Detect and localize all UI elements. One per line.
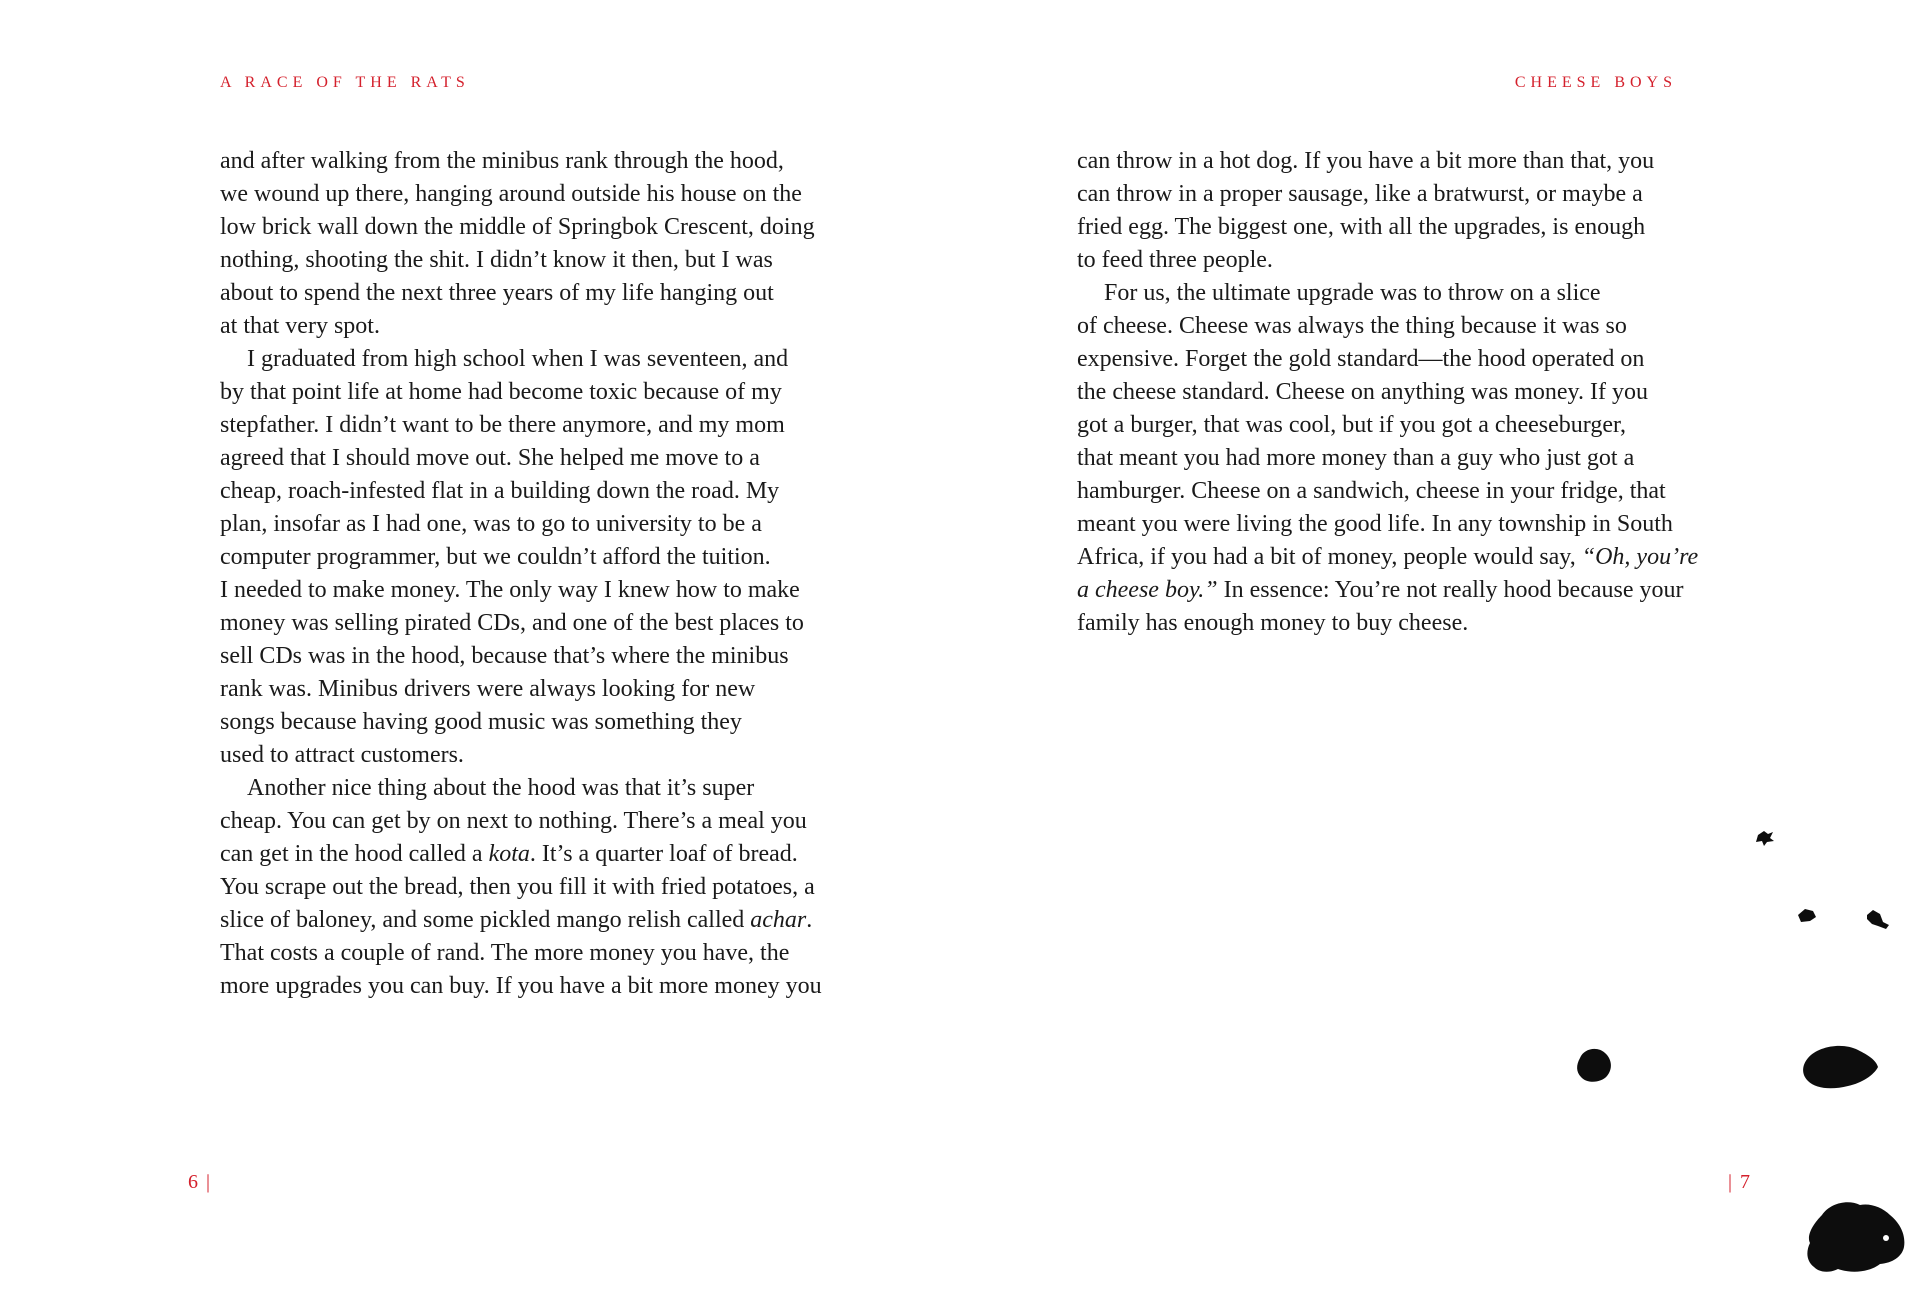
text-line (220, 574, 860, 607)
body-text: cheap, roach-infested flat in a building down the road. My (220, 478, 780, 504)
body-text: rank was. Minibus drivers were always looking for new (220, 676, 756, 702)
body-text: You scrape out the bread, then you fill it with fried potatoes, a (220, 874, 815, 900)
body-text: we wound up there, hanging around outside his house on the (220, 181, 802, 207)
text-line (1077, 508, 1722, 541)
body-text: used to attract customers. (220, 742, 464, 768)
body-text: family has enough money to buy cheese. (1077, 610, 1469, 636)
text-line (220, 409, 860, 442)
body-text: that meant you had more money than a guy who just got a (1077, 445, 1635, 471)
right-page (960, 0, 1920, 1305)
body-text: fried egg. The biggest one, with all the upgrades, is enough (1077, 214, 1646, 240)
body-text: computer programmer, but we couldn’t afford the tuition. (220, 544, 771, 570)
folio-separator: | (1728, 1171, 1733, 1193)
text-line (1077, 178, 1722, 211)
text-line (220, 772, 860, 805)
body-text: songs because having good music was something they (220, 709, 742, 735)
body-text: meant you were living the good life. In any township in South (1077, 511, 1673, 537)
text-line (220, 475, 860, 508)
body-text: the cheese standard. Cheese on anything was money. If you (1077, 379, 1648, 405)
body-text: stepfather. I didn’t want to be there anymore, and my mom (220, 412, 785, 438)
text-line (220, 706, 860, 739)
text-line (1077, 145, 1722, 178)
text-line (220, 673, 860, 706)
running-head-right: CHEESE BOYS (1514, 74, 1677, 91)
text-line (220, 970, 860, 1003)
text-line (220, 343, 860, 376)
text-line (1077, 277, 1722, 310)
page-number-right: 7 (1740, 1171, 1751, 1193)
text-line (220, 838, 860, 871)
body-text: low brick wall down the middle of Springbok Crescent, doing (220, 214, 815, 240)
body-text: and after walking from the minibus rank through the hood, (220, 148, 784, 174)
body-text: plan, insofar as I had one, was to go to university to be a (220, 511, 762, 537)
body-text: agreed that I should move out. She helped me move to a (220, 445, 760, 471)
body-text: slice of baloney, and some pickled mango relish called (220, 907, 751, 933)
text-line (1077, 442, 1722, 475)
body-text: nothing, shooting the shit. I didn’t know it then, but I was (220, 247, 773, 273)
body-text: more upgrades you can buy. If you have a bit more money you (220, 973, 822, 999)
text-line (220, 739, 860, 772)
body-text: Africa, if you had a bit of money, people would say, (1077, 544, 1582, 570)
text-line (220, 178, 860, 211)
body-text: about to spend the next three years of my life hanging out (220, 280, 774, 306)
text-line (220, 508, 860, 541)
text-line (220, 541, 860, 574)
running-head-left: A RACE OF THE RATS (220, 74, 470, 91)
text-line (1077, 310, 1722, 343)
body-text-left (220, 145, 860, 1003)
body-text: cheap. You can get by on next to nothing. There’s a meal you (220, 808, 807, 834)
body-text: That costs a couple of rand. The more money you have, the (220, 940, 790, 966)
body-text: I graduated from high school when I was seventeen, and (247, 346, 789, 372)
italic-text: a cheese boy.” (1077, 577, 1218, 603)
italic-text: achar (750, 907, 807, 933)
body-text: I needed to make money. The only way I knew how to make (220, 577, 800, 603)
text-line (1077, 541, 1722, 574)
text-line (220, 805, 860, 838)
text-line (220, 376, 860, 409)
body-text: of cheese. Cheese was always the thing because it was so (1077, 313, 1627, 339)
folio-left (188, 1171, 218, 1194)
text-line (1077, 244, 1722, 277)
page-number-left: 6 (188, 1171, 198, 1193)
body-text: can throw in a hot dog. If you have a bit more than that, you (1077, 148, 1655, 174)
body-text: to feed three people. (1077, 247, 1273, 273)
text-line (220, 937, 860, 970)
body-text: hamburger. Cheese on a sandwich, cheese in your fridge, that (1077, 478, 1666, 504)
body-text: can throw in a proper sausage, like a bratwurst, or maybe a (1077, 181, 1643, 207)
body-text: . (806, 907, 813, 933)
folio-separator: | (206, 1171, 211, 1193)
text-line (220, 277, 860, 310)
body-text: expensive. Forget the gold standard—the hood operated on (1077, 346, 1645, 372)
text-line (220, 904, 860, 937)
body-text: got a burger, that was cool, but if you got a cheeseburger, (1077, 412, 1627, 438)
text-line (1077, 607, 1722, 640)
body-text: sell CDs was in the hood, because that’s where the minibus (220, 643, 789, 669)
body-text: In essence: You’re not really hood because your (1217, 577, 1684, 603)
text-line (220, 211, 860, 244)
text-line (220, 244, 860, 277)
body-text: For us, the ultimate upgrade was to throw on a slice (1104, 280, 1601, 306)
folio-right (1720, 1171, 1750, 1194)
text-line (220, 310, 860, 343)
body-text: Another nice thing about the hood was that it’s super (247, 775, 755, 801)
text-line (220, 145, 860, 178)
text-line (1077, 475, 1722, 508)
body-text: at that very spot. (220, 313, 380, 339)
text-line (220, 871, 860, 904)
body-text-right (1077, 145, 1722, 640)
text-line (1077, 343, 1722, 376)
italic-text: “Oh, you’re (1581, 544, 1699, 570)
body-text: can get in the hood called a (220, 841, 489, 867)
body-text: by that point life at home had become toxic because of my (220, 379, 782, 405)
body-text: money was selling pirated CDs, and one of the best places to (220, 610, 804, 636)
text-line (220, 442, 860, 475)
text-line (220, 607, 860, 640)
italic-text: kota (488, 841, 530, 867)
text-line (1077, 211, 1722, 244)
text-line (220, 640, 860, 673)
text-line (1077, 409, 1722, 442)
text-line (1077, 574, 1722, 607)
body-text: . It’s a quarter loaf of bread. (529, 841, 798, 867)
text-line (1077, 376, 1722, 409)
